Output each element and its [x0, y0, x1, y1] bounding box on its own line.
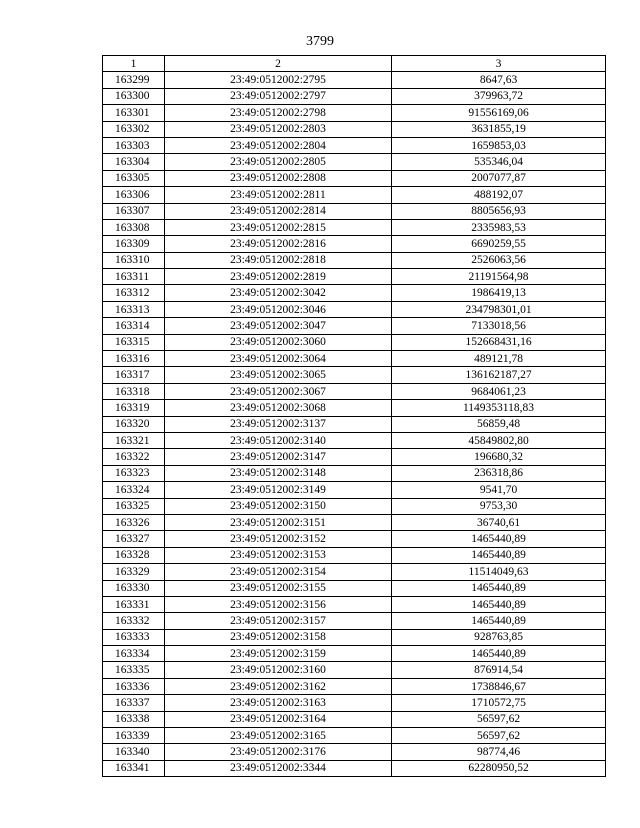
cadastral-number-cell: 23:49:0512002:2811 [165, 187, 392, 203]
table-row [103, 318, 606, 334]
cadastral-value-cell: 56597,62 [392, 728, 606, 744]
row-number-cell: 163312 [103, 285, 165, 301]
table-row [103, 285, 606, 301]
cadastral-value-cell: 928763,85 [392, 629, 606, 645]
row-number-cell: 163325 [103, 498, 165, 514]
table-row [103, 662, 606, 678]
row-number-cell: 163323 [103, 465, 165, 481]
table-row [103, 646, 606, 662]
row-number-cell: 163328 [103, 547, 165, 563]
cadastral-value-cell: 1986419,13 [392, 285, 606, 301]
row-number-cell: 163336 [103, 678, 165, 694]
row-number-cell: 163326 [103, 514, 165, 530]
row-number-cell: 163321 [103, 432, 165, 448]
cadastral-value-cell: 152668431,16 [392, 334, 606, 350]
row-number-cell: 163329 [103, 564, 165, 580]
table-row [103, 531, 606, 547]
cadastral-number-cell: 23:49:0512002:3042 [165, 285, 392, 301]
table-row [103, 580, 606, 596]
table-row [103, 252, 606, 268]
cadastral-number-cell: 23:49:0512002:2798 [165, 105, 392, 121]
cadastral-number-cell: 23:49:0512002:3060 [165, 334, 392, 350]
cadastral-value-cell: 1465440,89 [392, 596, 606, 612]
column-header-cadastral-value: 3 [392, 56, 606, 72]
cadastral-number-cell: 23:49:0512002:3156 [165, 596, 392, 612]
table-row [103, 564, 606, 580]
cadastral-value-cell: 1710572,75 [392, 695, 606, 711]
table-row [103, 269, 606, 285]
table-row [103, 613, 606, 629]
cadastral-value-cell: 9753,30 [392, 498, 606, 514]
cadastral-value-cell: 56597,62 [392, 711, 606, 727]
cadastral-number-cell: 23:49:0512002:3157 [165, 613, 392, 629]
cadastral-number-cell: 23:49:0512002:3152 [165, 531, 392, 547]
row-number-cell: 163304 [103, 154, 165, 170]
table-row [103, 432, 606, 448]
table-row [103, 678, 606, 694]
row-number-cell: 163317 [103, 367, 165, 383]
cadastral-number-cell: 23:49:0512002:3065 [165, 367, 392, 383]
table-row [103, 449, 606, 465]
table-row [103, 121, 606, 137]
table-row [103, 187, 606, 203]
cadastral-number-cell: 23:49:0512002:3151 [165, 514, 392, 530]
table-row [103, 695, 606, 711]
row-number-cell: 163303 [103, 137, 165, 153]
cadastral-number-cell: 23:49:0512002:2816 [165, 236, 392, 252]
cadastral-number-cell: 23:49:0512002:3137 [165, 416, 392, 432]
cadastral-number-cell: 23:49:0512002:2797 [165, 88, 392, 104]
column-header-number: 1 [103, 56, 165, 72]
row-number-cell: 163308 [103, 219, 165, 235]
cadastral-number-cell: 23:49:0512002:3160 [165, 662, 392, 678]
table-row [103, 465, 606, 481]
table-row [103, 170, 606, 186]
cadastral-value-cell: 535346,04 [392, 154, 606, 170]
table-row [103, 351, 606, 367]
table-row [103, 482, 606, 498]
cadastral-value-cell: 45849802,80 [392, 432, 606, 448]
cadastral-value-cell: 2526063,56 [392, 252, 606, 268]
cadastral-number-cell: 23:49:0512002:3046 [165, 301, 392, 317]
row-number-cell: 163318 [103, 383, 165, 399]
cadastral-value-cell: 379963,72 [392, 88, 606, 104]
cadastral-value-cell: 8647,63 [392, 72, 606, 88]
page-number: 3799 [306, 34, 334, 49]
cadastral-value-cell: 9684061,23 [392, 383, 606, 399]
row-number-cell: 163324 [103, 482, 165, 498]
cadastral-number-cell: 23:49:0512002:3047 [165, 318, 392, 334]
row-number-cell: 163340 [103, 744, 165, 760]
table-row [103, 629, 606, 645]
table-row [103, 236, 606, 252]
cadastral-number-cell: 23:49:0512002:3067 [165, 383, 392, 399]
table-row [103, 760, 606, 776]
cadastral-value-cell: 1465440,89 [392, 646, 606, 662]
cadastral-number-cell: 23:49:0512002:3176 [165, 744, 392, 760]
row-number-cell: 163302 [103, 121, 165, 137]
cadastral-value-cell: 1738846,67 [392, 678, 606, 694]
column-header-cadastral-number: 2 [165, 56, 392, 72]
table-row [103, 203, 606, 219]
row-number-cell: 163315 [103, 334, 165, 350]
row-number-cell: 163327 [103, 531, 165, 547]
row-number-cell: 163322 [103, 449, 165, 465]
cadastral-value-cell: 1465440,89 [392, 547, 606, 563]
table-row [103, 400, 606, 416]
cadastral-number-cell: 23:49:0512002:3147 [165, 449, 392, 465]
cadastral-value-cell: 2007077,87 [392, 170, 606, 186]
cadastral-number-cell: 23:49:0512002:3164 [165, 711, 392, 727]
table-body [103, 72, 606, 777]
table-row [103, 547, 606, 563]
table-row [103, 498, 606, 514]
cadastral-number-cell: 23:49:0512002:3064 [165, 351, 392, 367]
cadastral-number-cell: 23:49:0512002:2803 [165, 121, 392, 137]
cadastral-value-table [102, 55, 606, 777]
row-number-cell: 163335 [103, 662, 165, 678]
row-number-cell: 163330 [103, 580, 165, 596]
row-number-cell: 163314 [103, 318, 165, 334]
cadastral-value-cell: 876914,54 [392, 662, 606, 678]
cadastral-number-cell: 23:49:0512002:2795 [165, 72, 392, 88]
row-number-cell: 163313 [103, 301, 165, 317]
table-row [103, 514, 606, 530]
cadastral-number-cell: 23:49:0512002:2814 [165, 203, 392, 219]
row-number-cell: 163332 [103, 613, 165, 629]
cadastral-number-cell: 23:49:0512002:3068 [165, 400, 392, 416]
table-row [103, 383, 606, 399]
table-row [103, 88, 606, 104]
cadastral-number-cell: 23:49:0512002:3158 [165, 629, 392, 645]
cadastral-value-cell: 1149353118,83 [392, 400, 606, 416]
row-number-cell: 163337 [103, 695, 165, 711]
cadastral-number-cell: 23:49:0512002:2804 [165, 137, 392, 153]
table-row [103, 728, 606, 744]
cadastral-value-cell: 11514049,63 [392, 564, 606, 580]
cadastral-value-cell: 1659853,03 [392, 137, 606, 153]
table-header [103, 56, 606, 72]
cadastral-number-cell: 23:49:0512002:2805 [165, 154, 392, 170]
table-row [103, 154, 606, 170]
cadastral-number-cell: 23:49:0512002:3162 [165, 678, 392, 694]
cadastral-number-cell: 23:49:0512002:3150 [165, 498, 392, 514]
table-row [103, 72, 606, 88]
cadastral-number-cell: 23:49:0512002:3165 [165, 728, 392, 744]
cadastral-value-cell: 236318,86 [392, 465, 606, 481]
cadastral-value-cell: 3631855,19 [392, 121, 606, 137]
row-number-cell: 163338 [103, 711, 165, 727]
cadastral-number-cell: 23:49:0512002:3159 [165, 646, 392, 662]
row-number-cell: 163333 [103, 629, 165, 645]
cadastral-value-cell: 196680,32 [392, 449, 606, 465]
cadastral-value-cell: 489121,78 [392, 351, 606, 367]
table-row [103, 301, 606, 317]
table-row [103, 711, 606, 727]
cadastral-value-cell: 234798301,01 [392, 301, 606, 317]
row-number-cell: 163334 [103, 646, 165, 662]
row-number-cell: 163307 [103, 203, 165, 219]
cadastral-value-cell: 1465440,89 [392, 613, 606, 629]
cadastral-value-cell: 1465440,89 [392, 531, 606, 547]
cadastral-number-cell: 23:49:0512002:2818 [165, 252, 392, 268]
cadastral-value-cell: 2335983,53 [392, 219, 606, 235]
cadastral-value-cell: 98774,46 [392, 744, 606, 760]
cadastral-value-cell: 9541,70 [392, 482, 606, 498]
row-number-cell: 163301 [103, 105, 165, 121]
row-number-cell: 163300 [103, 88, 165, 104]
row-number-cell: 163310 [103, 252, 165, 268]
cadastral-number-cell: 23:49:0512002:3155 [165, 580, 392, 596]
cadastral-value-cell: 21191564,98 [392, 269, 606, 285]
row-number-cell: 163339 [103, 728, 165, 744]
row-number-cell: 163305 [103, 170, 165, 186]
row-number-cell: 163341 [103, 760, 165, 776]
cadastral-number-cell: 23:49:0512002:3163 [165, 695, 392, 711]
table-row [103, 416, 606, 432]
cadastral-number-cell: 23:49:0512002:3344 [165, 760, 392, 776]
table-row [103, 596, 606, 612]
row-number-cell: 163299 [103, 72, 165, 88]
table-row [103, 744, 606, 760]
cadastral-value-cell: 136162187,27 [392, 367, 606, 383]
cadastral-value-cell: 6690259,55 [392, 236, 606, 252]
row-number-cell: 163306 [103, 187, 165, 203]
cadastral-number-cell: 23:49:0512002:3140 [165, 432, 392, 448]
cadastral-value-cell: 7133018,56 [392, 318, 606, 334]
row-number-cell: 163331 [103, 596, 165, 612]
cadastral-number-cell: 23:49:0512002:3154 [165, 564, 392, 580]
table-row [103, 105, 606, 121]
table-row [103, 334, 606, 350]
header-row [103, 56, 606, 72]
cadastral-number-cell: 23:49:0512002:2819 [165, 269, 392, 285]
cadastral-value-cell: 62280950,52 [392, 760, 606, 776]
row-number-cell: 163316 [103, 351, 165, 367]
cadastral-number-cell: 23:49:0512002:3153 [165, 547, 392, 563]
cadastral-number-cell: 23:49:0512002:2815 [165, 219, 392, 235]
row-number-cell: 163309 [103, 236, 165, 252]
cadastral-number-cell: 23:49:0512002:2808 [165, 170, 392, 186]
cadastral-value-cell: 488192,07 [392, 187, 606, 203]
row-number-cell: 163320 [103, 416, 165, 432]
row-number-cell: 163319 [103, 400, 165, 416]
cadastral-value-cell: 1465440,89 [392, 580, 606, 596]
cadastral-number-cell: 23:49:0512002:3148 [165, 465, 392, 481]
table-row [103, 367, 606, 383]
cadastral-value-cell: 8805656,93 [392, 203, 606, 219]
cadastral-value-cell: 91556169,06 [392, 105, 606, 121]
row-number-cell: 163311 [103, 269, 165, 285]
table-row [103, 219, 606, 235]
cadastral-value-cell: 36740,61 [392, 514, 606, 530]
table-row [103, 137, 606, 153]
cadastral-number-cell: 23:49:0512002:3149 [165, 482, 392, 498]
cadastral-value-cell: 56859,48 [392, 416, 606, 432]
